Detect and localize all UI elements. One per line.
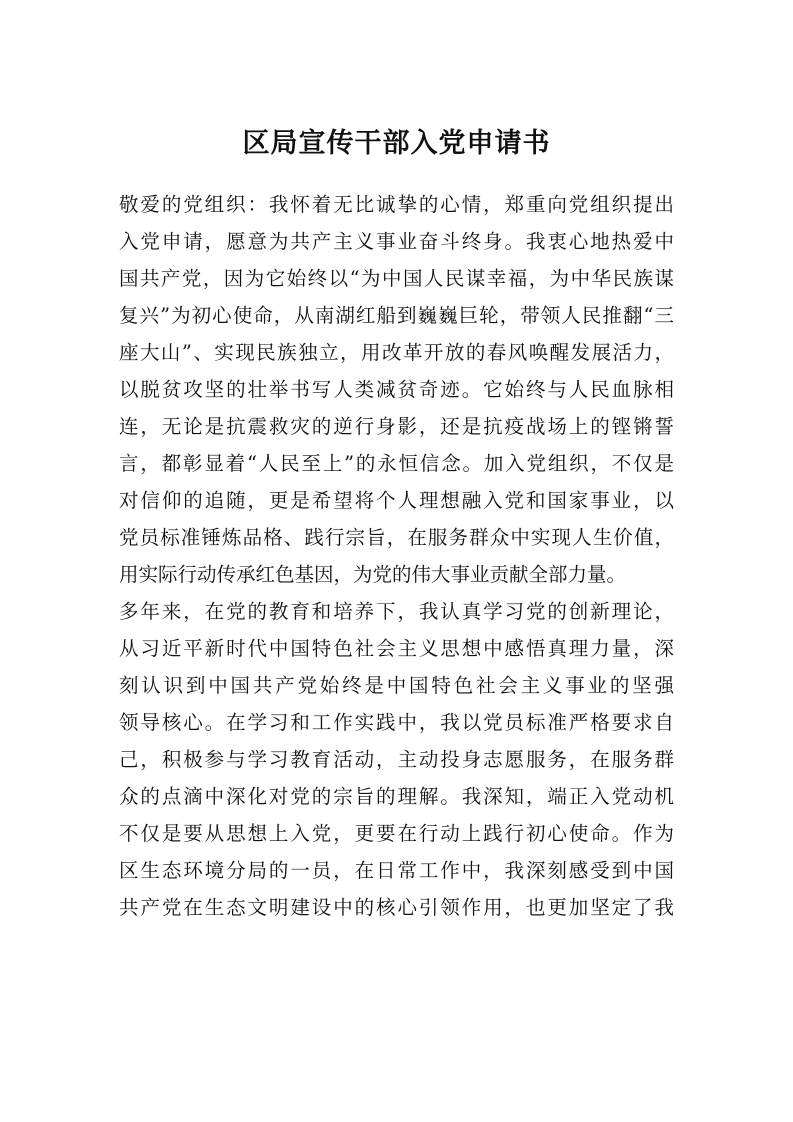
- body-line: 座大山”、实现民族独立，用改革开放的春风唤醒发展活力，: [119, 341, 674, 364]
- body-line: 众的点滴中深化对党的宗旨的理解。我深知，端正入党动机: [119, 785, 674, 808]
- body-line: 复兴”为初心使命，从南湖红船到巍巍巨轮，带领人民推翻“三: [119, 304, 674, 327]
- body-line: 共产党在生态文明建设中的核心引领作用，也更加坚定了我: [119, 896, 674, 919]
- body-line: 不仅是要从思想上入党，更要在行动上践行初心使命。作为: [119, 822, 674, 845]
- body-line: 从习近平新时代中国特色社会主义思想中感悟真理力量，深: [119, 637, 674, 660]
- body-line: 对信仰的追随，更是希望将个人理想融入党和国家事业，以: [119, 489, 674, 512]
- body-line: 连，无论是抗震救灾的逆行身影，还是抗疫战场上的铿锵誓: [119, 415, 674, 438]
- body-line: 以脱贫攻坚的壮举书写人类减贫奇迹。它始终与人民血脉相: [119, 378, 674, 401]
- body-line: 党员标准锤炼品格、践行宗旨，在服务群众中实现人生价值，: [119, 526, 674, 549]
- body-line: 区生态环境分局的一员，在日常工作中，我深刻感受到中国: [119, 859, 674, 882]
- body-line: 多年来，在党的教育和培养下，我认真学习党的创新理论，: [119, 600, 674, 623]
- body-line: 领导核心。在学习和工作实践中，我以党员标准严格要求自: [119, 711, 674, 734]
- body-line: 敬爱的党组织：我怀着无比诚挚的心情，郑重向党组织提出: [119, 193, 674, 216]
- body-line: 国共产党，因为它始终以“为中国人民谋幸福，为中华民族谋: [119, 267, 674, 290]
- body-line: 言，都彰显着“人民至上”的永恒信念。加入党组织，不仅是: [119, 452, 674, 475]
- body-line: 用实际行动传承红色基因，为党的伟大事业贡献全部力量。: [119, 563, 627, 586]
- body-line: 刻认识到中国共产党始终是中国特色社会主义事业的坚强: [119, 674, 674, 697]
- body-line: 己，积极参与学习教育活动，主动投身志愿服务，在服务群: [119, 748, 674, 771]
- body-line: 入党申请，愿意为共产主义事业奋斗终身。我衷心地热爱中: [119, 230, 674, 253]
- document-title: 区局宣传干部入党申请书: [242, 128, 551, 159]
